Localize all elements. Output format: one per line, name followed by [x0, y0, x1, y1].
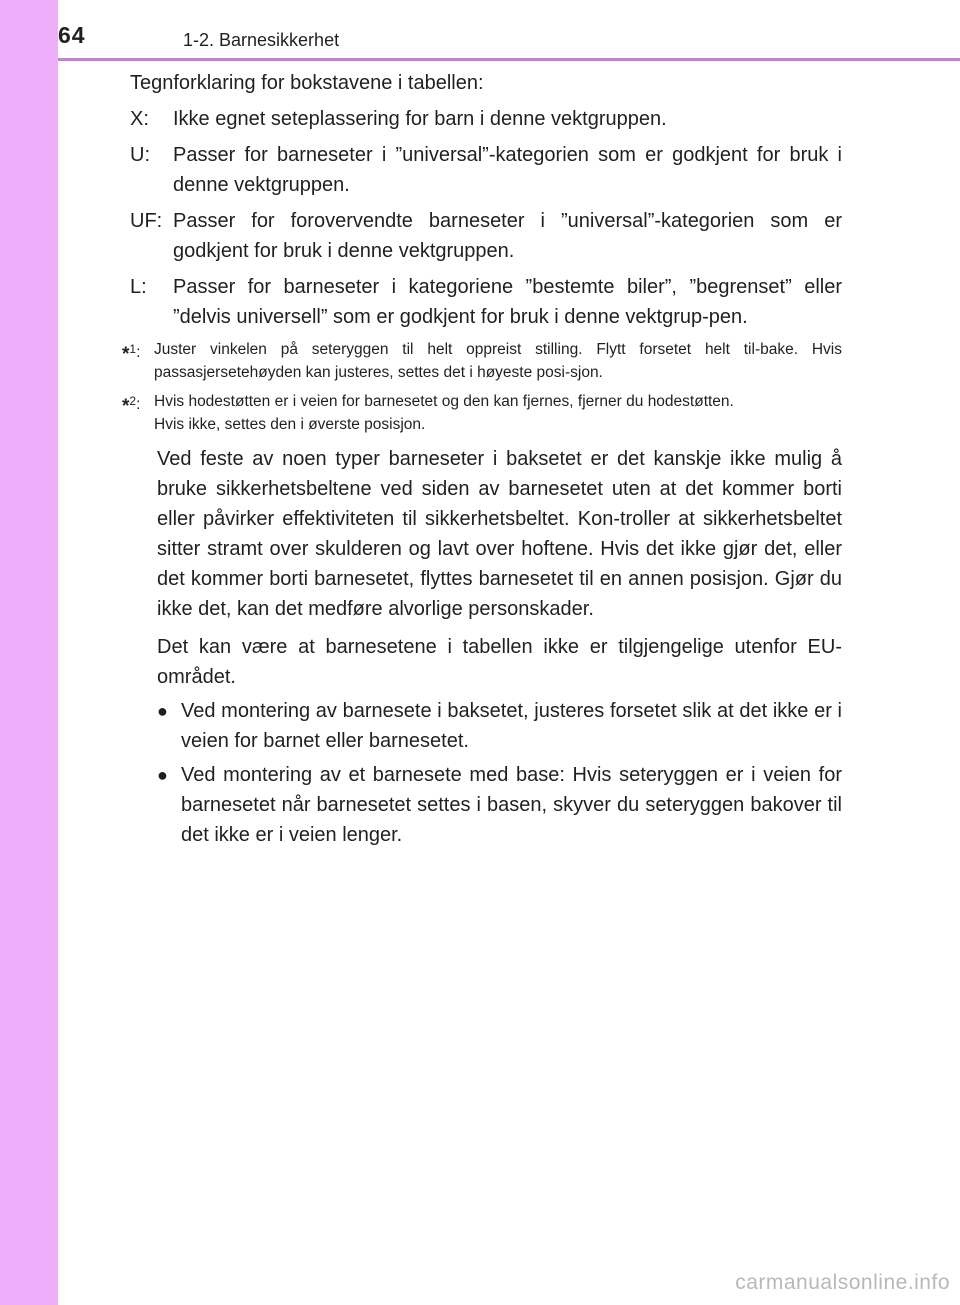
- bullet-text: Ved montering av et barnesete med base: Hvis seteryggen er i veien for barnesetet når barnesetet settes i basen, skyver du seteryggen bakover til det ikke er i veien lenger.: [181, 764, 842, 846]
- footnote-1: [122, 338, 842, 384]
- legend-item-u: [130, 140, 842, 200]
- asterisk-icon: *: [122, 344, 130, 365]
- footnote-2: [122, 390, 842, 436]
- legend-item-uf: [130, 206, 842, 266]
- footnote-text: Hvis hodestøtten er i veien for barnesetet og den kan fjernes, fjerner du hodestøtten.: [154, 393, 734, 410]
- legend-item-x: [130, 104, 842, 134]
- footnote-marker: [122, 390, 154, 436]
- legend-text: Ikke egnet seteplassering for barn i denne vektgruppen.: [173, 108, 667, 130]
- footnote-text-2: Hvis ikke, settes den i øverste posisjon.: [154, 416, 426, 433]
- page-number: 64: [58, 22, 86, 48]
- footnote-text: Juster vinkelen på seteryggen til helt oppreist stilling. Flytt forsetet helt til-bake. Hvis passasjersetehøyden kan justeres, settes det i høyeste posi-sjon.: [154, 341, 842, 381]
- legend-key: X:: [130, 108, 149, 130]
- legend-key: L:: [130, 276, 147, 298]
- footnote-marker: [122, 338, 154, 384]
- asterisk-icon: *: [122, 396, 130, 417]
- footnote-body: [154, 390, 842, 436]
- side-tab-strip: [0, 0, 58, 1305]
- bullet-item: [157, 696, 842, 756]
- footnote-number: 2: [129, 394, 137, 408]
- header-divider: [58, 58, 960, 61]
- bullet-dot-icon: ●: [157, 765, 168, 785]
- footnote-colon: :: [136, 344, 141, 361]
- page-content: [122, 68, 842, 854]
- legend-key: U:: [130, 144, 150, 166]
- legend-text: Passer for forovervendte barneseter i ”universal”-kategorien som er godkjent for bruk i denne vektgruppen.: [173, 210, 842, 262]
- section-title: 1-2. Barnesikkerhet: [183, 30, 340, 50]
- footnote-colon: :: [136, 396, 141, 413]
- legend-text: Passer for barneseter i ”universal”-kategorien som er godkjent for bruk i denne vektgruppen.: [173, 144, 842, 196]
- bullet-dot-icon: ●: [157, 701, 168, 721]
- paragraph-eu: Det kan være at barnesetene i tabellen ikke er tilgjengelige utenfor EU-området.: [157, 636, 842, 688]
- legend-item-l: [130, 272, 842, 332]
- footnote-number: 1: [129, 342, 137, 356]
- legend-key: UF:: [130, 210, 163, 232]
- legend-text: Passer for barneseter i kategoriene ”bestemte biler”, ”begrenset” eller ”delvis universell” som er godkjent for bruk i denne vektgrup-pen.: [173, 276, 842, 328]
- paragraph-seatbelt: Ved feste av noen typer barneseter i baksetet er det kanskje ikke mulig å bruke sikkerhetsbeltene ved siden av barnesetet uten at det kommer borti eller påvirker effektiviteten til sikkerhetsbeltet. Kon-troller at sikkerhetsbeltet sitter stramt over skulderen og lavt over hoftene. Hvis det ikke gjør det, eller det kommer borti barnesetet, flyttes barnesetet til en annen posisjon. Gjør du ikke det, kan det medføre alvorlige personskader.: [157, 448, 842, 620]
- bullet-text: Ved montering av barnesete i baksetet, justeres forsetet slik at det ikke er i veien for barnet eller barnesetet.: [181, 700, 842, 752]
- legend-intro: Tegnforklaring for bokstavene i tabellen:: [130, 72, 484, 94]
- watermark: carmanualsonline.info: [735, 1271, 950, 1294]
- bullet-item: [157, 760, 842, 850]
